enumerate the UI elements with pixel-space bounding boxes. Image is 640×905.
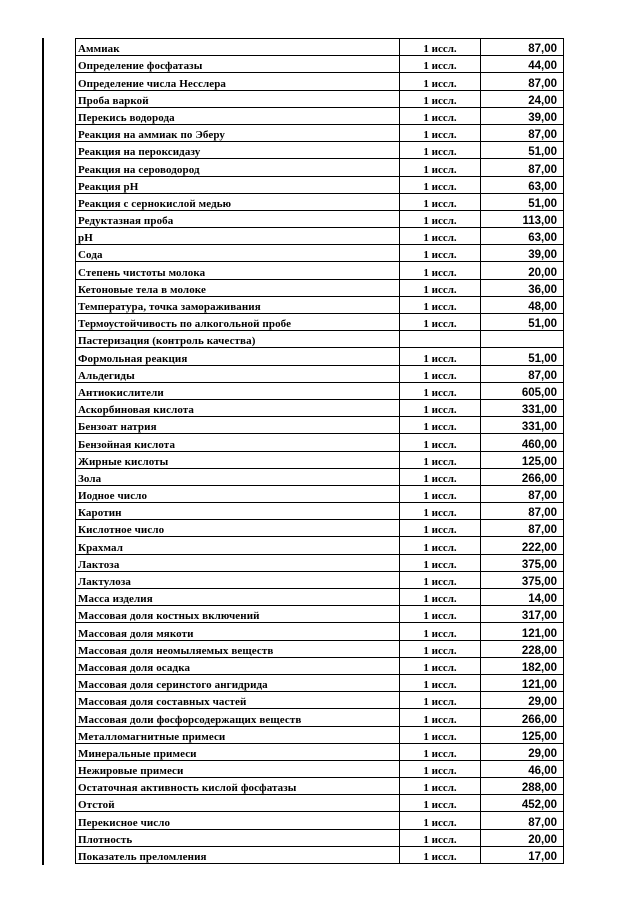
analysis-price: 125,00 [481, 451, 564, 468]
table-row [76, 107, 564, 124]
analysis-unit: 1 иссл. [400, 296, 481, 313]
analysis-price: 121,00 [481, 623, 564, 640]
analysis-name: Проба варкой [76, 90, 400, 107]
price-list-body [76, 39, 564, 864]
analysis-unit: 1 иссл. [400, 142, 481, 159]
analysis-price: 87,00 [481, 73, 564, 90]
analysis-price: 113,00 [481, 210, 564, 227]
analysis-unit: 1 иссл. [400, 417, 481, 434]
analysis-price: 121,00 [481, 674, 564, 691]
table-row [76, 159, 564, 176]
table-row [76, 554, 564, 571]
analysis-name: Жирные кислоты [76, 451, 400, 468]
analysis-unit: 1 иссл. [400, 726, 481, 743]
table-row [76, 468, 564, 485]
table-row [76, 503, 564, 520]
table-row [76, 692, 564, 709]
analysis-name: Металломагнитные примеси [76, 726, 400, 743]
analysis-name: Массовая доля осадка [76, 657, 400, 674]
table-row [76, 193, 564, 210]
analysis-price: 46,00 [481, 760, 564, 777]
analysis-name: Массовая доля мякоти [76, 623, 400, 640]
analysis-unit: 1 иссл. [400, 743, 481, 760]
analysis-unit: 1 иссл. [400, 829, 481, 846]
analysis-price: 29,00 [481, 692, 564, 709]
table-row [76, 743, 564, 760]
analysis-name: Реакция на сероводород [76, 159, 400, 176]
table-row [76, 73, 564, 90]
analysis-price: 14,00 [481, 589, 564, 606]
analysis-name: Массовая доля костных включений [76, 606, 400, 623]
analysis-name: Остаточная активность кислой фосфатазы [76, 778, 400, 795]
table-row [76, 795, 564, 812]
analysis-price: 24,00 [481, 90, 564, 107]
analysis-price: 63,00 [481, 176, 564, 193]
analysis-price: 44,00 [481, 56, 564, 73]
analysis-name: Лактоза [76, 554, 400, 571]
analysis-name: Редуктазная проба [76, 210, 400, 227]
table-row [76, 365, 564, 382]
analysis-name: Температура, точка замораживания [76, 296, 400, 313]
analysis-price: 29,00 [481, 743, 564, 760]
table-row [76, 640, 564, 657]
analysis-price: 452,00 [481, 795, 564, 812]
analysis-name: Показатель преломления [76, 846, 400, 863]
analysis-price: 87,00 [481, 159, 564, 176]
table-row [76, 434, 564, 451]
analysis-unit: 1 иссл. [400, 812, 481, 829]
analysis-unit: 1 иссл. [400, 399, 481, 416]
analysis-unit: 1 иссл. [400, 778, 481, 795]
analysis-unit: 1 иссл. [400, 176, 481, 193]
analysis-price: 460,00 [481, 434, 564, 451]
analysis-price: 20,00 [481, 829, 564, 846]
analysis-price: 87,00 [481, 124, 564, 141]
analysis-name: Аскорбиновая кислота [76, 399, 400, 416]
analysis-unit: 1 иссл. [400, 709, 481, 726]
analysis-name: Реакция на аммиак по Эберу [76, 124, 400, 141]
analysis-name: Лактулоза [76, 571, 400, 588]
analysis-unit: 1 иссл. [400, 606, 481, 623]
table-row [76, 56, 564, 73]
table-row [76, 399, 564, 416]
analysis-price: 605,00 [481, 382, 564, 399]
table-row [76, 537, 564, 554]
analysis-unit: 1 иссл. [400, 210, 481, 227]
analysis-name: Каротин [76, 503, 400, 520]
analysis-price: 375,00 [481, 554, 564, 571]
analysis-name: Сода [76, 245, 400, 262]
analysis-price: 87,00 [481, 812, 564, 829]
table-row [76, 296, 564, 313]
analysis-unit: 1 иссл. [400, 262, 481, 279]
analysis-unit: 1 иссл. [400, 159, 481, 176]
table-row [76, 142, 564, 159]
table-row [76, 210, 564, 227]
analysis-unit: 1 иссл. [400, 193, 481, 210]
analysis-name: Бензоат натрия [76, 417, 400, 434]
analysis-price: 87,00 [481, 39, 564, 56]
analysis-unit: 1 иссл. [400, 228, 481, 245]
table-row [76, 314, 564, 331]
table-row [76, 709, 564, 726]
table-row [76, 39, 564, 56]
table-row [76, 829, 564, 846]
analysis-name: Кислотное число [76, 520, 400, 537]
analysis-price: 87,00 [481, 365, 564, 382]
analysis-price: 331,00 [481, 417, 564, 434]
analysis-name: Антиокислители [76, 382, 400, 399]
analysis-price: 20,00 [481, 262, 564, 279]
analysis-unit [400, 331, 481, 348]
analysis-name: Отстой [76, 795, 400, 812]
analysis-price: 63,00 [481, 228, 564, 245]
analysis-price: 222,00 [481, 537, 564, 554]
analysis-unit: 1 иссл. [400, 657, 481, 674]
analysis-name: рН [76, 228, 400, 245]
analysis-unit: 1 иссл. [400, 674, 481, 691]
analysis-unit: 1 иссл. [400, 589, 481, 606]
analysis-name: Масса изделия [76, 589, 400, 606]
table-row [76, 589, 564, 606]
analysis-name: Степень чистоты молока [76, 262, 400, 279]
table-row [76, 606, 564, 623]
analysis-name: Альдегиды [76, 365, 400, 382]
analysis-name: Аммиак [76, 39, 400, 56]
analysis-name: Реакция рН [76, 176, 400, 193]
analysis-unit: 1 иссл. [400, 382, 481, 399]
analysis-unit: 1 иссл. [400, 760, 481, 777]
price-list-table [75, 38, 564, 864]
analysis-price: 87,00 [481, 520, 564, 537]
analysis-unit: 1 иссл. [400, 520, 481, 537]
table-row [76, 176, 564, 193]
analysis-name: Перекисное число [76, 812, 400, 829]
analysis-unit: 1 иссл. [400, 279, 481, 296]
analysis-unit: 1 иссл. [400, 640, 481, 657]
analysis-name: Определение фосфатазы [76, 56, 400, 73]
table-row [76, 760, 564, 777]
analysis-unit: 1 иссл. [400, 73, 481, 90]
analysis-name: Крахмал [76, 537, 400, 554]
analysis-name: Плотность [76, 829, 400, 846]
analysis-price: 17,00 [481, 846, 564, 863]
table-row [76, 657, 564, 674]
analysis-name: Термоустойчивость по алкогольной пробе [76, 314, 400, 331]
table-row [76, 279, 564, 296]
analysis-price: 48,00 [481, 296, 564, 313]
analysis-name: Минеральные примеси [76, 743, 400, 760]
analysis-price: 266,00 [481, 468, 564, 485]
analysis-unit: 1 иссл. [400, 537, 481, 554]
analysis-unit: 1 иссл. [400, 56, 481, 73]
analysis-price: 51,00 [481, 348, 564, 365]
left-margin-line [42, 38, 44, 865]
analysis-unit: 1 иссл. [400, 571, 481, 588]
analysis-price: 51,00 [481, 142, 564, 159]
analysis-name: Массовая доля серинстого ангидрида [76, 674, 400, 691]
analysis-price: 182,00 [481, 657, 564, 674]
analysis-name: Нежировые примеси [76, 760, 400, 777]
analysis-price: 266,00 [481, 709, 564, 726]
analysis-unit: 1 иссл. [400, 795, 481, 812]
analysis-unit: 1 иссл. [400, 107, 481, 124]
analysis-unit: 1 иссл. [400, 348, 481, 365]
analysis-unit: 1 иссл. [400, 245, 481, 262]
table-row [76, 90, 564, 107]
analysis-price: 317,00 [481, 606, 564, 623]
table-row [76, 485, 564, 502]
table-row [76, 778, 564, 795]
analysis-name: Пастеризация (контроль качества) [76, 331, 400, 348]
analysis-unit: 1 иссл. [400, 485, 481, 502]
analysis-price: 228,00 [481, 640, 564, 657]
analysis-name: Реакция на пероксидазу [76, 142, 400, 159]
analysis-name: Перекись водорода [76, 107, 400, 124]
analysis-unit: 1 иссл. [400, 846, 481, 863]
analysis-price [481, 331, 564, 348]
table-row [76, 726, 564, 743]
analysis-price: 51,00 [481, 193, 564, 210]
analysis-price: 331,00 [481, 399, 564, 416]
analysis-price: 87,00 [481, 485, 564, 502]
table-row [76, 451, 564, 468]
analysis-unit: 1 иссл. [400, 39, 481, 56]
table-row [76, 348, 564, 365]
analysis-name: Массовая доли фосфорсодержащих веществ [76, 709, 400, 726]
analysis-name: Бензойная кислота [76, 434, 400, 451]
analysis-name: Определение числа Несслера [76, 73, 400, 90]
analysis-price: 87,00 [481, 503, 564, 520]
analysis-name: Зола [76, 468, 400, 485]
analysis-price: 375,00 [481, 571, 564, 588]
table-row [76, 674, 564, 691]
analysis-name: Реакция с сернокислой медью [76, 193, 400, 210]
table-row [76, 382, 564, 399]
analysis-price: 125,00 [481, 726, 564, 743]
analysis-unit: 1 иссл. [400, 314, 481, 331]
table-row [76, 245, 564, 262]
table-row [76, 846, 564, 863]
analysis-name: Иодное число [76, 485, 400, 502]
analysis-price: 39,00 [481, 107, 564, 124]
analysis-unit: 1 иссл. [400, 90, 481, 107]
analysis-name: Массовая доля составных частей [76, 692, 400, 709]
table-row [76, 417, 564, 434]
analysis-unit: 1 иссл. [400, 124, 481, 141]
analysis-unit: 1 иссл. [400, 623, 481, 640]
table-row [76, 228, 564, 245]
analysis-unit: 1 иссл. [400, 503, 481, 520]
analysis-unit: 1 иссл. [400, 554, 481, 571]
table-row [76, 262, 564, 279]
analysis-name: Массовая доля неомыляемых веществ [76, 640, 400, 657]
table-row [76, 812, 564, 829]
analysis-unit: 1 иссл. [400, 692, 481, 709]
table-row [76, 331, 564, 348]
analysis-price: 39,00 [481, 245, 564, 262]
table-row [76, 571, 564, 588]
analysis-price: 36,00 [481, 279, 564, 296]
analysis-name: Формольная реакция [76, 348, 400, 365]
analysis-unit: 1 иссл. [400, 434, 481, 451]
analysis-unit: 1 иссл. [400, 365, 481, 382]
table-row [76, 124, 564, 141]
analysis-name: Кетоновые тела в молоке [76, 279, 400, 296]
analysis-price: 288,00 [481, 778, 564, 795]
analysis-unit: 1 иссл. [400, 468, 481, 485]
table-row [76, 520, 564, 537]
analysis-price: 51,00 [481, 314, 564, 331]
table-row [76, 623, 564, 640]
analysis-unit: 1 иссл. [400, 451, 481, 468]
